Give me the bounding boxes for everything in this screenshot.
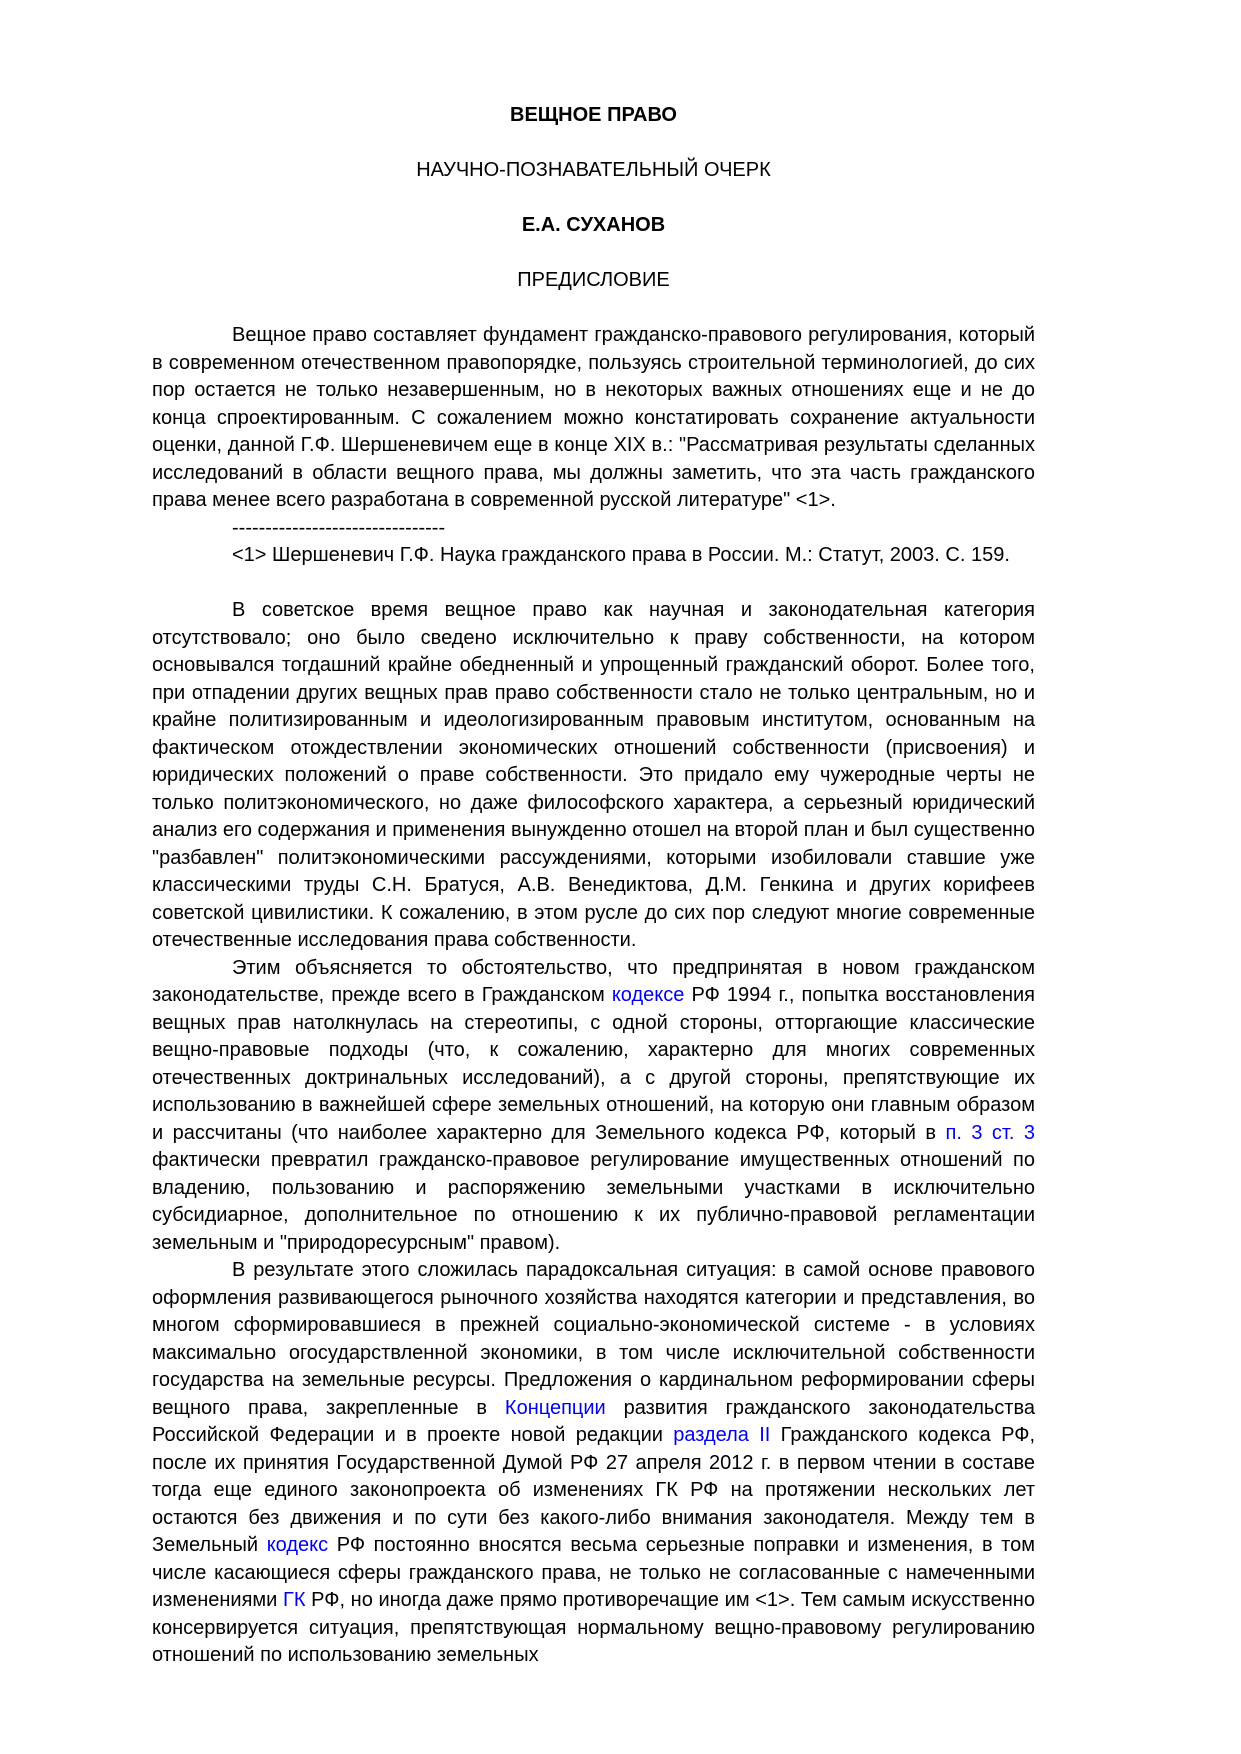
text-run: РФ постоянно вносятся весьма серьезные поправки и изменения, в том числе касающиеся сферы гражданского права, не только не согласованные с намеченными изменениями: [152, 1534, 1035, 1611]
text-run: РФ, но иногда даже прямо противоречащие им <1>. Тем самым искусственно консервируется ситуация, препятствующая нормальному вещно-правовому регулированию отношений по использованию земельных: [152, 1589, 1035, 1666]
text-run: развития гражданского законодательства Российской Федерации и в проекте новой редакции: [152, 1396, 1035, 1446]
document-link[interactable]: Концепции: [504, 1396, 606, 1419]
document-link[interactable]: кодекс: [266, 1534, 329, 1556]
document-body: [152, 322, 1035, 1670]
separator: [152, 515, 1035, 543]
text-run: Гражданского кодекса РФ, после их принятия Государственной Думой РФ 27 апреля 2012 г. в первом чтении в составе тогда еще единого законопроекта об изменениях ГК РФ на протяжении нескольких лет остаются без движения и по сути без какого-либо внимания законодателя. Между тем в Земельный: [152, 1424, 1036, 1556]
text-run: РФ 1994 г., попытка восстановления вещных прав натолкнулась на стереотипы, с одной стороны, отторгающие классические вещно-правовые подходы (что, к сожалению, характерно для многих современных отечественных доктринальных исследований), а с другой стороны, препятствующие их использованию в важнейшей сфере земельных отношений, на которую они главным образом и рассчитаны (что наиболее характерно для Земельного кодекса РФ, который в: [152, 984, 1035, 1144]
footnote: [152, 542, 1035, 570]
document-link[interactable]: раздела II: [673, 1424, 771, 1446]
text-run: Этим объясняется то обстоятельство, что предпринятая в новом гражданском законодательстве, прежде всего в Гражданском: [152, 956, 1035, 1006]
paragraph: [152, 955, 1035, 1258]
text-run: В результате этого сложилась парадоксальная ситуация: в самой основе правового оформления развивающегося рыночного хозяйства находятся категории и представления, во многом сформировавшиеся в прежней социально-экономической системе - в условиях максимально огосударствленной экономики, в том числе исключительной собственности государства на земельные ресурсы. Предложения о кардинальном реформировании сферы вещного права, закрепленные в: [152, 1259, 1035, 1419]
text-run: <1> Шершеневич Г.Ф. Наука гражданского права в России. М.: Статут, 2003. С. 159.: [232, 544, 1010, 566]
section-heading: ПРЕДИСЛОВИЕ: [517, 269, 670, 291]
text-run: В советское время вещное право как научная и законодательная категория отсутствовало; оно было сведено исключительно к праву собственности, на котором основывался тогдашний крайне обедненный и упрощенный гражданский оборот. Более того, при отпадении других вещных прав право собственности стало не только центральным, но и крайне политизированным и идеологизированным правовым институтом, основанным на фактическом отождествлении экономических отношений собственности (присвоения) и юридических положений о праве собственности. Это придало ему чужеродные черты не только политэкономического, но даже философского характера, а серьезный юридический анализ его содержания и применения вынужденно отошел на второй план и был существенно "разбавлен" политэкономическими рассуждениями, которыми изобиловали ставшие уже классическими труды С.Н. Братуся, А.В. Венедиктова, Д.М. Генкина и других корифеев советской цивилистики. К сожалению, в этом русле до сих пор следуют многие современные отечественные исследования права собственности.: [152, 599, 1035, 951]
document-author: Е.А. СУХАНОВ: [521, 214, 666, 236]
document-link[interactable]: кодексе: [611, 984, 685, 1006]
text-run: --------------------------------: [232, 516, 446, 539]
paragraph: [152, 322, 1035, 515]
document-subtitle: НАУЧНО-ПОЗНАВАТЕЛЬНЫЙ ОЧЕРК: [416, 159, 771, 181]
text-run: фактически превратил гражданско-правовое регулирование имущественных отношений по владению, пользованию и распоряжению земельными участками в исключительно субсидиарное, дополнительное по отношению к их публично-правовой регламентации земельным и "природоресурсным" правом).: [152, 1149, 1035, 1254]
paragraph: [152, 1257, 1035, 1670]
text-run: Вещное право составляет фундамент гражданско-правового регулирования, который в современном отечественном правопорядке, пользуясь строительной терминологией, до сих пор остается не только незавершенным, но в некоторых важных отношениях еще и не до конца спроектированным. С сожалением можно констатировать сохранение актуальности оценки, данной Г.Ф. Шершеневичем еще в конце XIX в.: "Рассматривая результаты сделанных исследований в области вещного права, мы должны заметить, что эта часть гражданского права менее всего разработана в современной русской литературе" <1>.: [152, 324, 1035, 511]
paragraph: [152, 597, 1035, 955]
document-link[interactable]: ГК: [283, 1589, 306, 1611]
document-title: ВЕЩНОЕ ПРАВО: [510, 104, 677, 126]
document-link[interactable]: п. 3 ст. 3: [945, 1121, 1035, 1144]
